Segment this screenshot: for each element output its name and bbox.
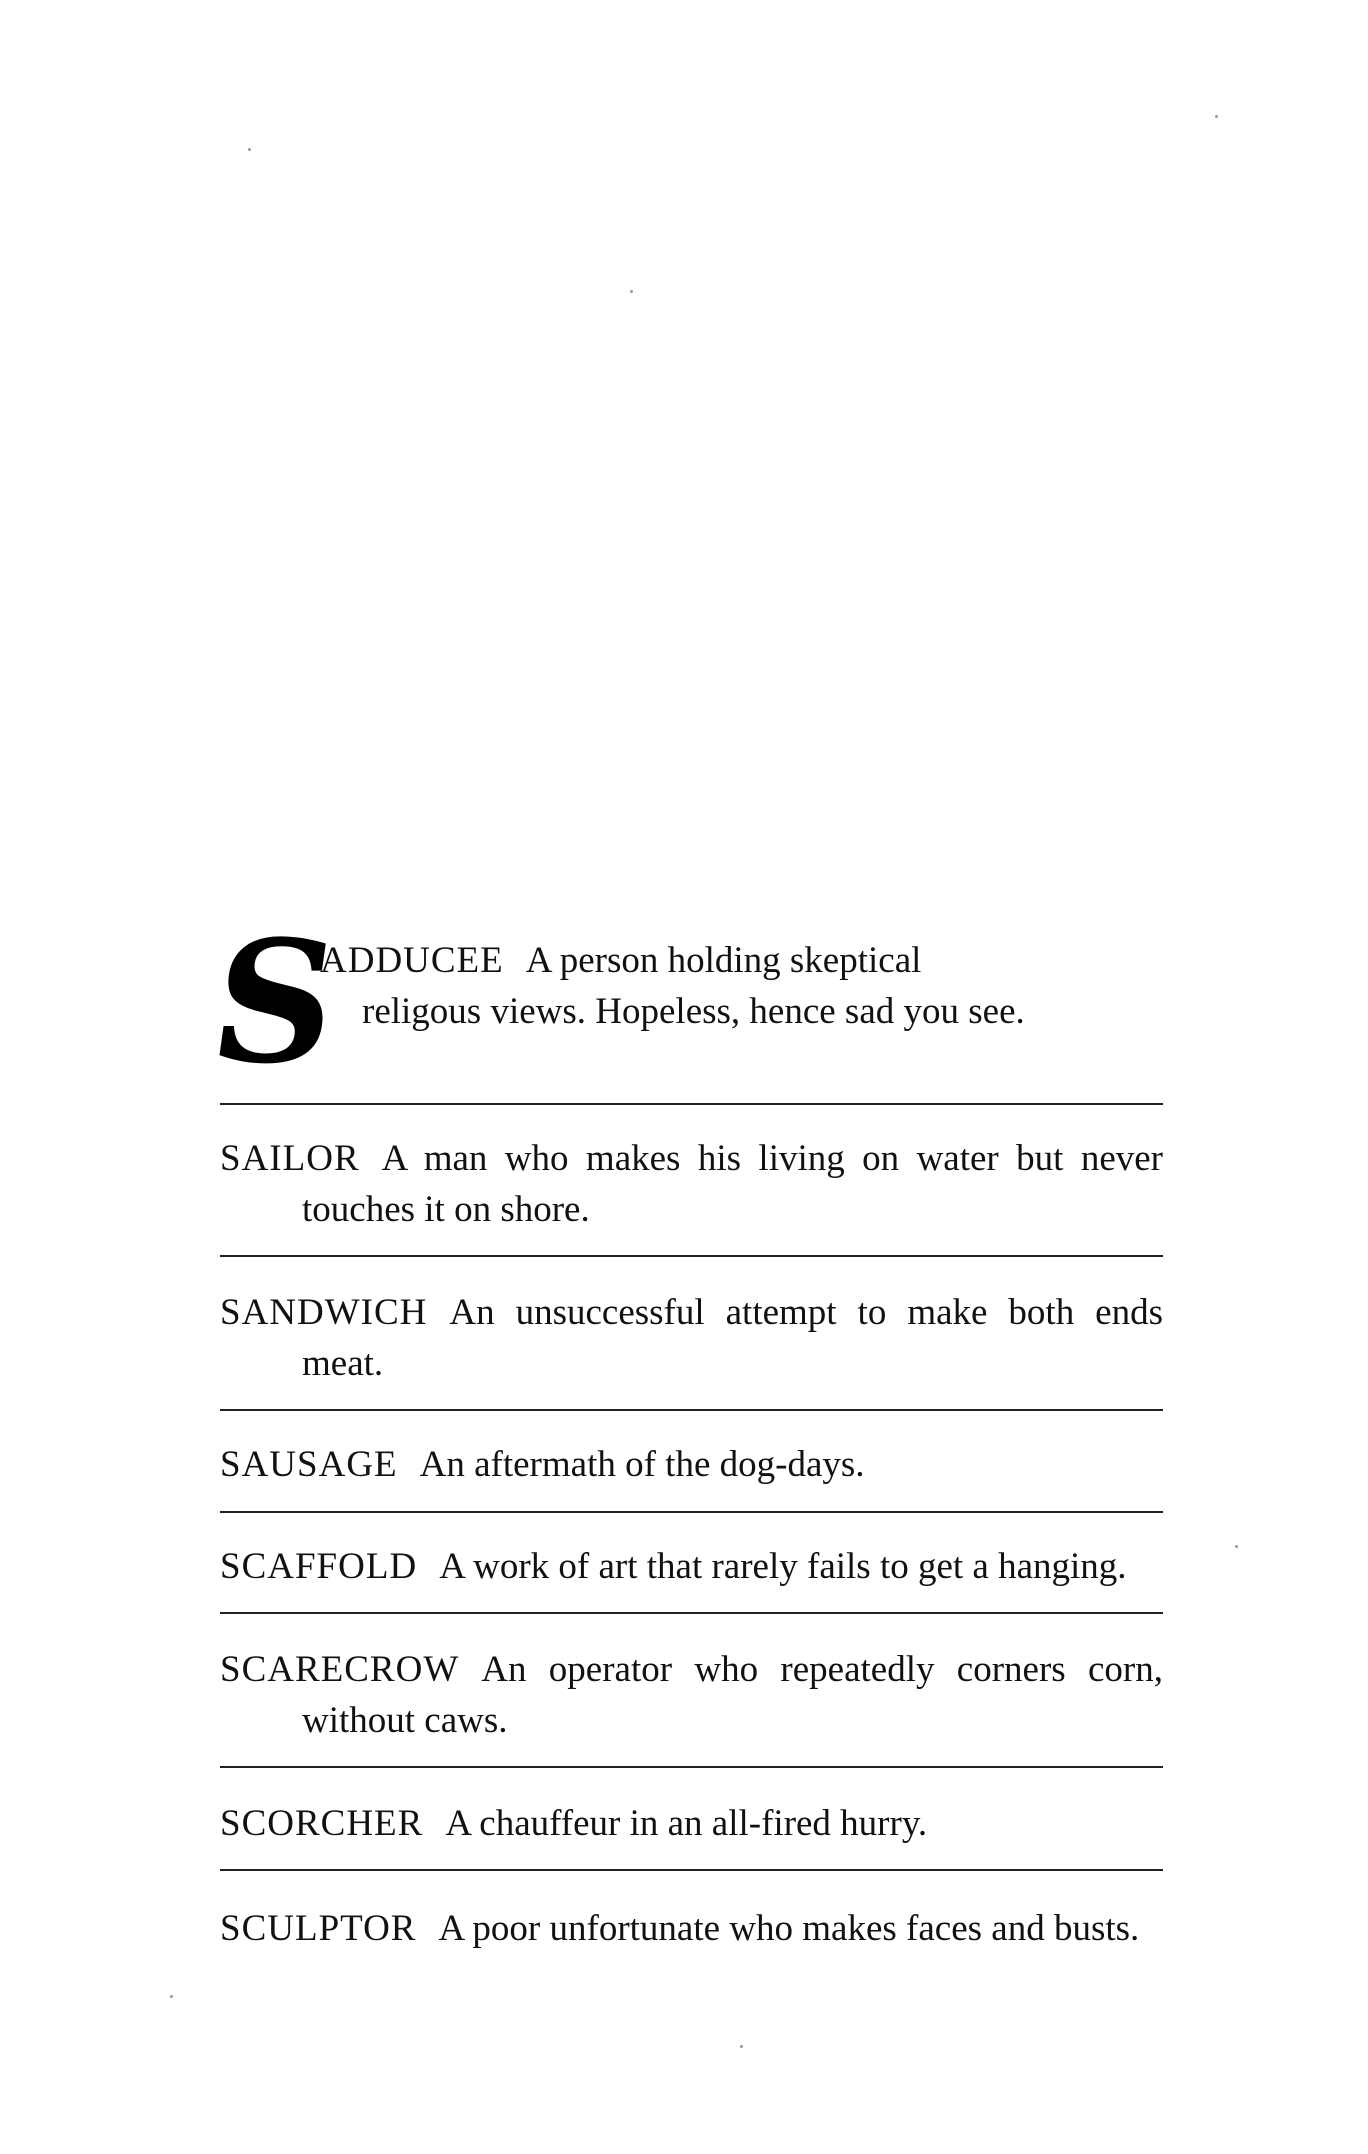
- entry-definition: An aftermath of the dog-days.: [419, 1444, 865, 1485]
- print-speck: [170, 1995, 173, 1998]
- divider-rule: [220, 1869, 1163, 1871]
- entry-definition-start: A person holding skeptical: [525, 940, 922, 981]
- print-speck: [630, 290, 633, 293]
- entry-sculptor: [220, 1903, 1163, 1954]
- entry-definition: A chauffeur in an all-fired hurry.: [445, 1803, 928, 1844]
- entry-definition: A poor unfortunate who makes faces and busts.: [438, 1908, 1140, 1949]
- entry-sandwich: [220, 1287, 1163, 1389]
- entry-term: SCAFFOLD: [220, 1546, 418, 1587]
- entry-definition: An unsuccessful attempt to make both ends meat.: [302, 1292, 1163, 1384]
- divider-rule: [220, 1103, 1163, 1105]
- entry-definition: An operator who repeatedly corners corn, without caws.: [302, 1649, 1163, 1741]
- print-speck: [740, 2045, 743, 2048]
- entry-scaffold: [220, 1541, 1163, 1592]
- entry-term: SCARECROW: [220, 1649, 460, 1690]
- entry-term: SANDWICH: [220, 1292, 428, 1333]
- entry-body: [320, 935, 1163, 1037]
- entry-definition: A work of art that rarely fails to get a hanging.: [439, 1546, 1127, 1587]
- entry-definition: A man who makes his living on water but never touches it on shore.: [302, 1138, 1163, 1230]
- print-speck: [248, 148, 251, 151]
- entry-term: SCULPTOR: [220, 1908, 417, 1949]
- entry-term: ADDUCEE: [320, 940, 504, 981]
- divider-rule: [220, 1766, 1163, 1768]
- entry-scorcher: [220, 1798, 1163, 1849]
- print-speck: [1235, 1545, 1238, 1548]
- entry-scarecrow: [220, 1644, 1163, 1746]
- entry-sausage: [220, 1439, 1163, 1490]
- entry-term: SCORCHER: [220, 1803, 424, 1844]
- divider-rule: [220, 1612, 1163, 1614]
- entry-sailor: [220, 1133, 1163, 1235]
- entry-term: SAILOR: [220, 1138, 360, 1179]
- entry-definition-rest: religous views. Hopeless, hence sad you see.: [362, 991, 1025, 1032]
- divider-rule: [220, 1511, 1163, 1513]
- dictionary-entries: [200, 903, 1163, 1954]
- divider-rule: [220, 1255, 1163, 1257]
- divider-rule: [220, 1409, 1163, 1411]
- print-speck: [1215, 115, 1218, 118]
- entry-term: SAUSAGE: [220, 1444, 398, 1485]
- entry-sadducee: [200, 903, 1163, 1101]
- drop-cap: S: [200, 903, 350, 1101]
- entry-first-line: [320, 935, 1163, 986]
